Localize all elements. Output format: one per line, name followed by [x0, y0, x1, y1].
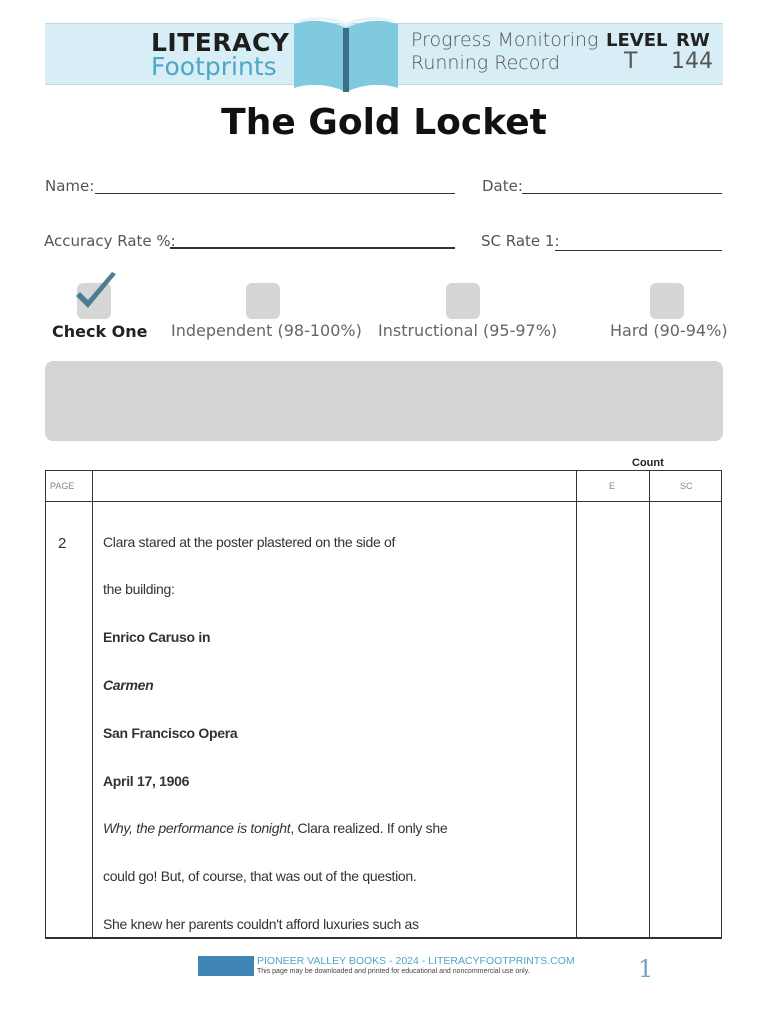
text-line: She knew her parents couldn't afford luxuries such as — [103, 916, 419, 932]
rw-label: RW — [676, 30, 710, 51]
text-line — [103, 820, 447, 836]
col-sc-header: SC — [680, 481, 693, 491]
publisher-logo-icon — [198, 956, 254, 976]
footer-note: This page may be downloaded and printed for educational and noncommercial use only. — [257, 968, 530, 975]
book-logo-icon — [290, 14, 402, 94]
page-number-cell: 2 — [58, 535, 67, 552]
text-line: the building: — [103, 581, 175, 597]
column-divider — [92, 470, 93, 939]
accuracy-field[interactable] — [170, 247, 455, 249]
brand-name: LITERACY — [151, 28, 290, 57]
col-e-header: E — [609, 481, 616, 491]
header-subtitle-1: Progress Monitoring — [411, 29, 599, 51]
text-line-rest: , Clara realized. If only she — [290, 820, 448, 836]
name-label: Name: — [45, 177, 95, 195]
text-line: Clara stared at the poster plastered on the side of — [103, 534, 396, 550]
page-number: 1 — [638, 955, 654, 983]
text-line: could go! But, of course, that was out of the question. — [103, 868, 417, 884]
date-field[interactable] — [522, 193, 722, 194]
independent-checkbox[interactable] — [246, 283, 280, 319]
header-divider — [45, 501, 722, 502]
text-line: April 17, 1906 — [103, 773, 190, 789]
accuracy-label: Accuracy Rate %: — [44, 232, 176, 250]
col-page-header: PAGE — [50, 481, 75, 491]
name-field[interactable] — [95, 193, 455, 194]
instructional-label: Instructional (95-97%) — [378, 321, 558, 340]
level-value: T — [624, 49, 638, 74]
header-subtitle-2: Running Record — [411, 52, 560, 74]
date-label: Date: — [482, 177, 523, 195]
footer-publisher: PIONEER VALLEY BOOKS - 2024 - LITERACYFOOTPRINTS.COM — [257, 955, 575, 967]
text-line: San Francisco Opera — [103, 725, 238, 741]
text-line-italic: Why, the performance is tonight — [103, 820, 291, 836]
count-label: Count — [632, 457, 664, 469]
level-label: LEVEL — [606, 30, 668, 51]
hard-label: Hard (90-94%) — [610, 321, 728, 340]
hard-checkbox[interactable] — [650, 283, 684, 319]
notes-panel[interactable] — [45, 361, 723, 441]
column-divider — [576, 470, 577, 939]
column-divider — [649, 470, 650, 939]
instructional-checkbox[interactable] — [446, 283, 480, 319]
text-line: Enrico Caruso in — [103, 629, 211, 645]
sc-rate-label: SC Rate 1: — [481, 232, 560, 250]
check-one-label: Check One — [52, 322, 148, 341]
brand-subname: Footprints — [151, 52, 277, 81]
rw-value: 144 — [671, 49, 713, 74]
checkmark-icon — [72, 270, 120, 318]
page-title: The Gold Locket — [221, 102, 547, 143]
text-line: Carmen — [103, 677, 154, 693]
sc-rate-field[interactable] — [555, 250, 722, 251]
independent-label: Independent (98-100%) — [171, 321, 362, 340]
